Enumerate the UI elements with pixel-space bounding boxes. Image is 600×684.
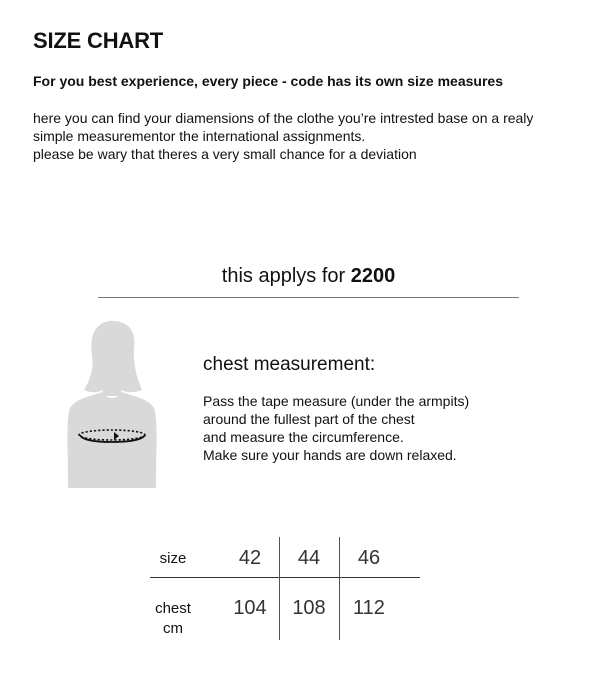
divider [98, 297, 519, 298]
applies-code: 2200 [350, 265, 396, 287]
chest-label: chest [155, 600, 191, 617]
intro-line: simple measurementor the international assignments. [33, 128, 366, 144]
table-column-divider [339, 537, 340, 640]
measurement-heading: chest measurement: [203, 354, 376, 375]
instruction-line: and measure the circumference. [203, 429, 404, 445]
intro-text [33, 109, 583, 163]
instruction-line: Pass the tape measure (under the armpits) [203, 393, 470, 409]
size-table [150, 537, 420, 640]
chest-value: 104 [233, 597, 267, 619]
page-title: SIZE CHART [33, 28, 164, 53]
chest-unit-label: cm [163, 620, 183, 637]
torso-silhouette-icon [62, 318, 162, 493]
intro-line: please be wary that theres a very small chance for a deviation [33, 146, 417, 162]
applies-heading [98, 265, 519, 288]
intro-line: here you can find your diamensions of the clothe you’re intrested base on a realy [33, 110, 534, 126]
chest-row-label [150, 599, 196, 639]
page-subtitle: For you best experience, every piece - code has its own size measures [33, 73, 503, 89]
instruction-line: Make sure your hands are down relaxed. [203, 447, 457, 463]
chest-value: 108 [292, 597, 326, 619]
instruction-line: around the fullest part of the chest [203, 411, 415, 427]
table-column-divider [279, 537, 280, 640]
chest-value: 112 [353, 597, 385, 619]
size-value: 42 [238, 547, 262, 569]
measurement-instructions [203, 392, 469, 464]
table-header-divider [150, 577, 420, 578]
size-value: 46 [357, 547, 381, 569]
size-value: 44 [297, 547, 321, 569]
size-row-label: size [159, 550, 187, 567]
applies-prefix: this applys for [221, 265, 346, 287]
